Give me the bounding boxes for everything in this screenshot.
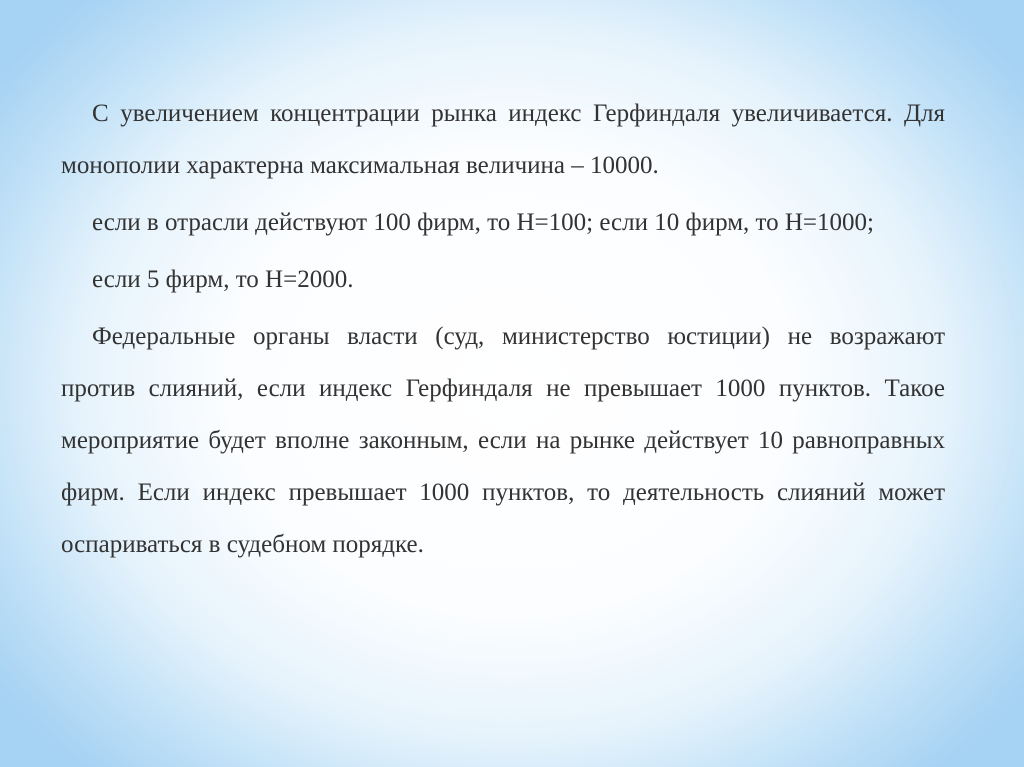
slide-text-body xyxy=(61,88,945,576)
paragraph-example-100-firms: если в отрасли действуют 100 фирм, то Н=100; если 10 фирм, то Н=1000; xyxy=(92,209,874,236)
paragraph-example-5-firms: если 5 фирм, то Н=2000. xyxy=(92,266,354,293)
paragraph-herfindahl-intro: С увеличением концентрации рынка индекс Герфиндаля увеличивается. Для монополии характерна максимальная величина – 10000. xyxy=(61,100,945,179)
paragraph-federal-authorities: Федеральные органы власти (суд, министерство юстиции) не возражают против слияний, если индекс Герфиндаля не превышает 1000 пунктов. Такое мероприятие будет вполне законным, если на рынке действует 10 равноправных фирм. Если индекс превышает 1000 пунктов, то деятельность слияний может оспариваться в судебном порядке. xyxy=(61,323,945,558)
